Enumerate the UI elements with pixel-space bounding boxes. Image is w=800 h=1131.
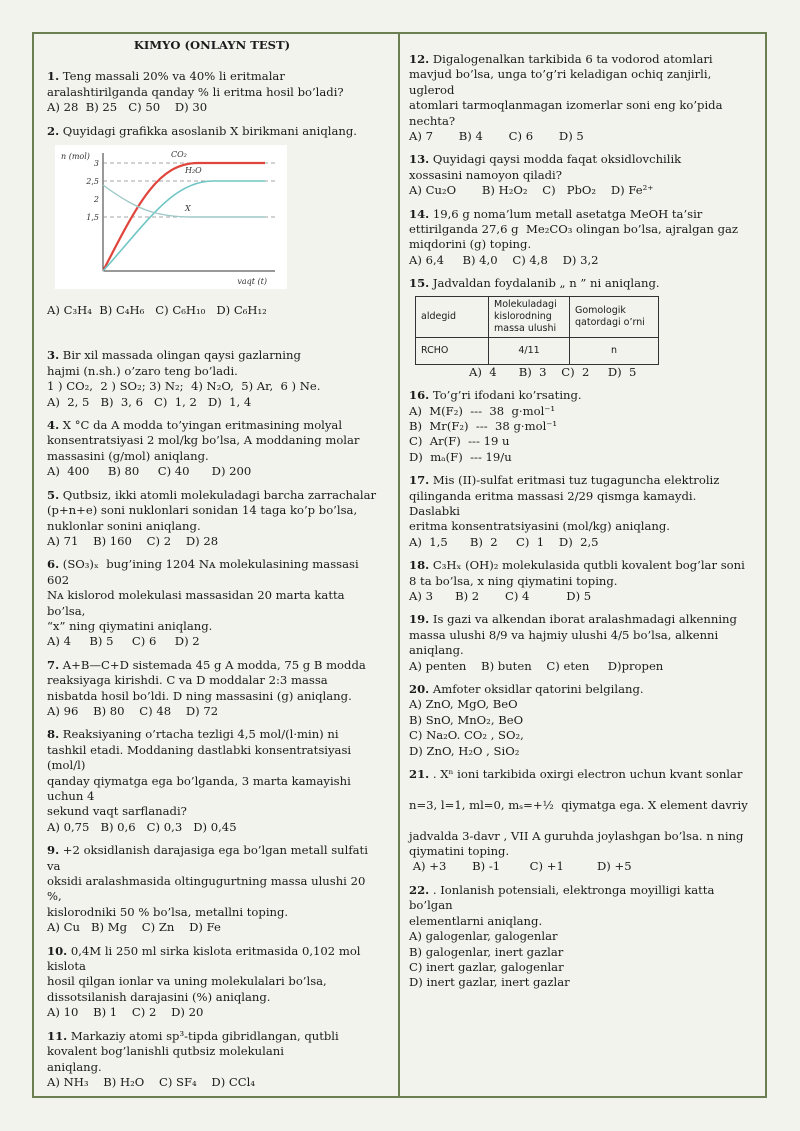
question-1 [47, 69, 377, 115]
question-text [409, 643, 749, 658]
question-text [47, 69, 377, 84]
question-text [47, 1060, 377, 1075]
question-line: Jadvaldan foydalanib „ n ” ni aniqlang. [432, 276, 660, 291]
question-line: Quyidagi grafikka asoslanib X birikmani aniqlang. [62, 123, 357, 138]
question-text [47, 673, 377, 688]
question-text [47, 364, 377, 379]
question-line: aniqlang. [47, 1059, 102, 1074]
answer-options: A) 6,4 B) 4,0 C) 4,8 D) 3,2 [409, 252, 599, 267]
question-2 [47, 124, 377, 319]
question-text [47, 85, 377, 100]
question-text [47, 974, 377, 989]
answer-options: A) 3 B) 2 C) 4 D) 5 [409, 588, 592, 603]
question-line: A) galogenlar, galogenlar [409, 929, 558, 944]
question-text [47, 488, 377, 503]
question-16 [409, 388, 749, 465]
question-line: X °C da A modda to’yingan eritmasining molyal [62, 418, 343, 433]
question-text [409, 844, 749, 859]
question-line: Is gazi va alkendan iborat aralashmadagi alkenning [432, 612, 737, 627]
question-text [409, 914, 749, 929]
question-number: 17. [409, 473, 430, 488]
question-line: Reaksiyaning o’rtacha tezligi 4,5 mol/(l·min) ni [62, 727, 339, 742]
question-text [409, 450, 749, 465]
question-number: 1. [47, 69, 60, 84]
question-number: 12. [409, 52, 430, 66]
question-line: qilinganda eritma massasi 2/29 qismga kamaydi. Daslabki [409, 488, 700, 518]
answer-options: A) 400 B) 80 C) 40 D) 200 [47, 464, 252, 479]
question-text [47, 905, 377, 920]
question-line: elementlarni aniqlang. [409, 913, 543, 928]
answer-options: A) C₃H₄ B) C₄H₆ C) C₆H₁₀ D) C₆H₁₂ [47, 303, 267, 318]
column-divider [398, 32, 400, 1098]
question-21 [409, 767, 749, 875]
spacer [47, 318, 377, 348]
question-line: sekund vaqt sarflanadi? [47, 804, 187, 819]
question-line: “x” ning qiymatini aniqlang. [47, 618, 213, 633]
question-line: Nᴀ kislorod molekulasi massasidan 20 marta katta bo’lsa, [47, 588, 349, 618]
question-line: D) inert gazlar, inert gazlar [409, 975, 570, 990]
question-line: aniqlang. [409, 643, 464, 658]
question-line [409, 813, 413, 827]
answer-options: A) Cu₂O B) H₂O₂ C) PbO₂ D) Fe²⁺ [409, 183, 654, 198]
question-15-table [415, 296, 659, 365]
question-text [47, 588, 377, 619]
answer-options: A) 4 B) 5 C) 6 D) 2 [47, 634, 200, 649]
question-line: . Ionlanish potensiali, elektronga moyilligi katta bo’lgan [409, 882, 719, 913]
spacer [409, 199, 749, 207]
question-12 [409, 52, 749, 144]
question-text [409, 975, 749, 990]
legend-co2: CO₂ [171, 150, 187, 160]
question-number: 8. [47, 727, 60, 742]
question-text [47, 990, 377, 1005]
question-7 [47, 658, 377, 720]
question-line: D) mₐ(F) --- 19/u [409, 449, 512, 464]
question-line: D) ZnO, H₂O , SiO₂ [409, 743, 520, 758]
question-22 [409, 883, 749, 991]
left-column [47, 38, 377, 1098]
question-17 [409, 473, 749, 550]
answer-options: A) 0,75 B) 0,6 C) 0,3 D) 0,45 [47, 819, 237, 834]
table-cell: 4/11 [489, 337, 570, 364]
question-line: C) Na₂O. CO₂ , SO₂, [409, 728, 524, 743]
question-text [47, 449, 377, 464]
question-text [47, 124, 377, 139]
question-20 [409, 682, 749, 759]
answer-options: A) 2, 5 B) 3, 6 C) 1, 2 D) 1, 4 [47, 394, 252, 409]
question-line: 0,4M li 250 ml sirka kislota eritmasida 0,102 mol kislota [47, 943, 365, 974]
table-cell: n [570, 337, 659, 364]
question-text [47, 379, 377, 394]
question-line: B) SnO, MnO₂, BeO [409, 712, 524, 727]
question-text [409, 98, 749, 113]
question-line: miqdorini (g) toping. [409, 237, 532, 252]
answer-options: A) Cu B) Mg C) Zn D) Fe [47, 920, 221, 935]
answer-options: A) penten B) buten C) eten D)propen [409, 658, 664, 673]
question-3 [47, 348, 377, 410]
table-header-row [416, 296, 659, 337]
spacer [409, 604, 749, 612]
y-axis-label: n (mol) [61, 152, 90, 162]
question-line: 1 ) CO₂, 2 ) SO₂; 3) N₂; 4) N₂O, 5) Ar, 6 ) Ne. [47, 379, 321, 394]
question-line: Teng massali 20% va 40% li eritmalar [62, 69, 285, 84]
right-column [409, 52, 749, 999]
question-line: massasini (g/mol) aniqlang. [47, 448, 209, 463]
question-line: +2 oksidlanish darajasiga ega bo’lgan metall sulfati va [47, 843, 372, 873]
question-line: mavjud bo’lsa, unga to’g’ri keladigan ochiq zanjirli, uglerod [409, 67, 715, 97]
question-13 [409, 152, 749, 198]
question-text [409, 114, 749, 129]
spacer [409, 991, 749, 999]
question-text [409, 404, 749, 419]
y-tick-label: 1,5 [86, 213, 99, 223]
table-header-cell: Molekuladagi kislorodning massa ulushi [489, 296, 570, 337]
question-number: 4. [47, 418, 60, 433]
question-line: Mis (II)-sulfat eritmasi tuz tugaguncha elektroliz [432, 473, 720, 488]
spacer [47, 650, 377, 658]
question-text [409, 612, 749, 627]
question-line: B) Mr(F₂) --- 38 g·mol⁻¹ [409, 418, 558, 433]
answer-options: A) +3 B) -1 C) +1 D) +5 [409, 859, 632, 874]
question-text [409, 222, 749, 237]
question-text [47, 1029, 377, 1044]
question-number: 3. [47, 348, 60, 363]
question-number: 11. [47, 1028, 68, 1043]
question-line: qanday qiymatga ega bo’lganda, 3 marta kamayishi uchun 4 [47, 773, 355, 803]
question-text [47, 727, 377, 742]
question-line: Qutbsiz, ikki atomli molekuladagi barcha zarrachalar [62, 487, 377, 502]
question-line: C₃Hₓ (OH)₂ molekulasida qutbli kovalent bog’lar soni [432, 558, 745, 573]
spacer [409, 550, 749, 558]
question-text [409, 574, 749, 589]
question-text [409, 67, 749, 98]
question-number: 18. [409, 558, 430, 573]
question-number: 15. [409, 276, 430, 291]
question-number: 2. [47, 123, 60, 138]
x-axis-label: vaqt (t) [237, 277, 267, 287]
question-6 [47, 557, 377, 649]
question-text [47, 689, 377, 704]
question-line: Amfoter oksidlar qatorini belgilang. [432, 682, 644, 696]
question-line: (SO₃)ₓ bug’ining 1204 Nᴀ molekulasining massasi 602 [47, 557, 363, 587]
question-line: kislorodniki 50 % bo’lsa, metallni toping. [47, 904, 289, 919]
question-number: 20. [409, 682, 430, 696]
question-number: 9. [47, 843, 60, 858]
spacer [47, 835, 377, 843]
question-line: A+B—C+D sistemada 45 g A modda, 75 g B modda [62, 657, 366, 672]
spacer [409, 268, 749, 276]
question-line: hajmi (n.sh.) o’zaro teng bo’ladi. [47, 363, 238, 378]
question-text [409, 883, 749, 914]
question-text [47, 519, 377, 534]
question-line: eritma konsentratsiyasini (mol/kg) aniqlang. [409, 519, 670, 534]
question-text [409, 682, 749, 697]
question-line: aralashtirilganda qanday % li eritma hosil bo’ladi? [47, 84, 344, 99]
question-text [409, 237, 749, 252]
spacer [47, 1021, 377, 1029]
question-line: tashkil etadi. Moddaning dastlabki konsentratsiyasi (mol/l) [47, 742, 355, 773]
question-text [409, 519, 749, 534]
spacer [409, 674, 749, 682]
answer-options: A) 1,5 B) 2 C) 1 D) 2,5 [409, 534, 599, 549]
y-tick-label: 3 [93, 159, 99, 169]
question-line: oksidi aralashmasida oltingugurtning massa ulushi 20 %, [47, 874, 370, 904]
question-text [47, 619, 377, 634]
spacer [409, 875, 749, 883]
page-title: KIMYO (ONLAYN TEST) [133, 38, 291, 52]
question-line: Bir xil massada olingan qaysi gazlarning [62, 348, 301, 363]
question-line: hosil qilgan ionlar va uning molekulalari bo’lsa, [47, 974, 327, 989]
question-line: To’g’ri ifodani ko’rsating. [432, 388, 582, 403]
question-number: 14. [409, 206, 430, 221]
question-text [409, 782, 749, 797]
question-number: 7. [47, 657, 60, 672]
question-number: 10. [47, 943, 68, 958]
table-cell: RCHO [416, 337, 489, 364]
question-line: nisbatda hosil bo’ldi. D ning massasini (g) aniqlang. [47, 688, 352, 703]
question-text [409, 558, 749, 573]
question-line: xossasini namoyon qiladi? [409, 167, 562, 182]
question-text [47, 418, 377, 433]
question-line: qiymatini toping. [409, 844, 510, 859]
question-line: massa ulushi 8/9 va hajmiy ulushi 4/5 bo’lsa, alkenni [409, 627, 719, 642]
question-line: nuklonlar sonini aniqlang. [47, 518, 201, 533]
question-number: 6. [47, 557, 60, 572]
table-header-cell: Gomologik qatordagi o’rni [570, 296, 659, 337]
question-line: ettirilganda 27,6 g Me₂CO₃ olingan bo’lsa, ajralgan gaz [409, 222, 739, 237]
question-18 [409, 558, 749, 604]
question-15 [409, 276, 749, 380]
question-line: dissotsilanish darajasini (%) aniqlang. [47, 989, 271, 1004]
spacer [47, 480, 377, 488]
spacer [409, 465, 749, 473]
spacer [409, 759, 749, 767]
question-text [47, 944, 377, 975]
question-text [409, 728, 749, 743]
question-number: 13. [409, 152, 430, 167]
question-number: 5. [47, 487, 60, 502]
question-line [409, 782, 413, 796]
question-line: kovalent bog’lanishli qutbsiz molekulani [47, 1044, 284, 1059]
answer-options: A) 4 B) 3 C) 2 D) 5 [469, 364, 637, 379]
question-text [409, 207, 749, 222]
question-text [409, 52, 749, 67]
question-line: B) galogenlar, inert gazlar [409, 944, 564, 959]
question-line: C) inert gazlar, galogenlar [409, 959, 564, 974]
question-text [409, 713, 749, 728]
question-text [409, 798, 749, 813]
question-line: n=3, l=1, ml=0, mₛ=+½ qiymatga ega. X element davriy [409, 797, 748, 812]
question-text [409, 767, 749, 782]
legend-x: X [185, 204, 191, 214]
question-line: Quyidagi qaysi modda faqat oksidlovchilik [432, 152, 682, 167]
question-text [47, 774, 377, 805]
question-text [47, 433, 377, 448]
answer-options: A) 10 B) 1 C) 2 D) 20 [47, 1005, 204, 1020]
question-14 [409, 207, 749, 269]
question-text [409, 829, 749, 844]
question-text [409, 628, 749, 643]
spacer [47, 549, 377, 557]
spacer [47, 116, 377, 124]
question-text [47, 843, 377, 874]
graph-chart [55, 145, 287, 289]
spacer [47, 719, 377, 727]
question-number: 22. [409, 882, 430, 897]
question-text [409, 697, 749, 712]
question-line: (p+n+e) soni nuklonlari sonidan 14 taga ko’p bo’lsa, [47, 503, 358, 518]
question-text [47, 658, 377, 673]
question-8 [47, 727, 377, 835]
question-line: jadvalda 3-davr , VII A guruhda joylashgan bo’lsa. n ning [409, 828, 744, 843]
question-number: 19. [409, 612, 430, 627]
question-line: atomlari tarmoqlanmagan izomerlar soni eng ko’pida [409, 98, 723, 113]
question-line: Digalogenalkan tarkibida 6 ta vodorod atomlari [432, 52, 713, 66]
question-text [409, 152, 749, 167]
question-19 [409, 612, 749, 674]
question-line: reaksiyaga kirishdi. C va D moddalar 2:3 massa [47, 673, 328, 688]
question-text [409, 813, 749, 828]
question-text [409, 168, 749, 183]
question-text [47, 503, 377, 518]
question-text [47, 804, 377, 819]
question-line: 19,6 g noma’lum metall asetatga MeOH ta’sir [432, 206, 703, 221]
question-text [47, 348, 377, 363]
question-text [47, 874, 377, 905]
answer-options: A) 28 B) 25 C) 50 D) 30 [47, 100, 208, 115]
question-text [409, 419, 749, 434]
spacer [47, 410, 377, 418]
question-11 [47, 1029, 377, 1091]
question-text [409, 945, 749, 960]
question-text [409, 434, 749, 449]
question-line: A) M(F₂) --- 38 g·mol⁻¹ [409, 403, 556, 418]
spacer [409, 144, 749, 152]
question-line: A) ZnO, MgO, BeO [409, 697, 518, 712]
y-tick-label: 2 [93, 195, 99, 205]
answer-options: A) 71 B) 160 C) 2 D) 28 [47, 533, 219, 548]
legend-h2o: H₂O [185, 166, 202, 176]
question-text [409, 473, 749, 488]
question-text [409, 276, 749, 291]
answer-options: A) 7 B) 4 C) 6 D) 5 [409, 129, 584, 144]
question-text [409, 929, 749, 944]
question-text [47, 557, 377, 588]
question-line: Markaziy atomi sp³-tipda gibridlangan, qutbli [70, 1028, 339, 1043]
answer-options: A) NH₃ B) H₂O C) SF₄ D) CCl₄ [47, 1074, 256, 1089]
question-number: 16. [409, 388, 430, 403]
question-line: nechta? [409, 113, 456, 128]
question-4 [47, 418, 377, 480]
spacer [47, 936, 377, 944]
y-tick-label: 2,5 [86, 177, 99, 187]
spacer [47, 1090, 377, 1098]
question-9 [47, 843, 377, 935]
question-text [409, 388, 749, 403]
question-line: 8 ta bo’lsa, x ning qiymatini toping. [409, 573, 618, 588]
question-10 [47, 944, 377, 1021]
spacer [409, 380, 749, 388]
question-line: konsentratsiyasi 2 mol/kg bo’lsa, A moddaning molar [47, 433, 360, 448]
question-line: C) Ar(F) --- 19 u [409, 434, 510, 449]
table-header-cell: aldegid [416, 296, 489, 337]
answer-options: A) 96 B) 80 C) 48 D) 72 [47, 703, 219, 718]
question-line: . Xⁿ ioni tarkibida oxirgi electron uchun kvant sonlar [432, 767, 743, 782]
question-number: 21. [409, 767, 430, 782]
table-row [416, 337, 659, 364]
question-text [409, 744, 749, 759]
question-text [409, 489, 749, 520]
question-text [47, 743, 377, 774]
question-text [47, 1044, 377, 1059]
question-5 [47, 488, 377, 550]
question-text [409, 960, 749, 975]
